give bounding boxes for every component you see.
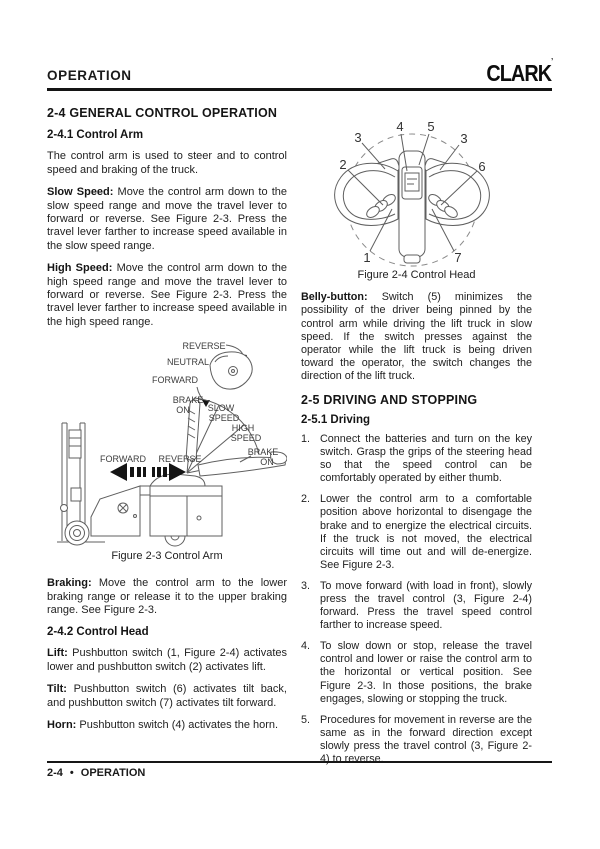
callout-2: 2 xyxy=(339,157,347,173)
paragraph-braking xyxy=(47,577,287,617)
high-speed-text: Move the control arm down to the high speed range and move the travel lever to forward or reverse. See Figure 2-3. Press the travel lever farther to increase speed available in the high speed range. xyxy=(47,262,287,328)
right-column xyxy=(301,106,532,774)
clark-logo-text: CLARK xyxy=(486,60,551,87)
belly-button-label: Belly-button: xyxy=(301,291,368,304)
callout-7: 7 xyxy=(454,250,462,266)
paragraph-slow-speed xyxy=(47,186,287,253)
control-head-diagram xyxy=(301,109,532,267)
footer-bullet: • xyxy=(69,767,74,779)
footer-page-number: 2-4 xyxy=(47,767,63,779)
driving-steps-list xyxy=(301,433,532,766)
paragraph-tilt xyxy=(47,683,287,710)
heading-control-head: 2-4.2 Control Head xyxy=(47,626,149,639)
horn-text: Pushbutton switch (4) activates the horn. xyxy=(79,719,279,732)
paragraph-horn xyxy=(47,719,287,732)
horn-label: Horn: xyxy=(47,719,77,732)
label-brake-top-1: BRAKE xyxy=(172,395,204,406)
label-slow-2: SPEED xyxy=(208,413,240,424)
step-text: To move forward (with load in front), slowly press the travel control (3, Figure 2-4) forward. Press the travel speed control farther to increase speed. xyxy=(320,579,532,632)
label-neutral: NEUTRAL xyxy=(166,357,210,368)
braking-text: Move the control arm to the lower braking range or release it to the upper braking range. See Figure 2-3. xyxy=(47,577,287,617)
step-number: 4. xyxy=(301,640,311,653)
lift-text: Pushbutton switch (1, Figure 2-4) activates lower and pushbutton switch (2) activates lift. xyxy=(47,647,287,673)
paragraph-high-speed xyxy=(47,262,287,329)
slow-speed-label: Slow Speed: xyxy=(47,186,114,199)
heading-driving: 2-5.1 Driving xyxy=(301,413,371,426)
figure-2-4-caption: Figure 2-4 Control Head xyxy=(357,269,476,282)
step-item-2 xyxy=(301,493,532,572)
callout-1: 1 xyxy=(363,250,371,266)
heading-driving-and-stopping: 2-5 DRIVING AND STOPPING xyxy=(301,392,478,407)
step-item-4 xyxy=(301,640,532,705)
label-slow-1: SLOW xyxy=(207,403,235,414)
page-header xyxy=(47,56,552,91)
step-text: To slow down or stop, release the travel control and lower or raise the control arm to the horizontal or vertical position. See Figure 2-3. In those positions, the brake engages, slowing or stopping the truck. xyxy=(320,640,532,705)
two-column-layout xyxy=(47,106,552,774)
step-number: 1. xyxy=(301,432,311,445)
belly-button-text: Switch (5) minimizes the possibility of the driver being pinned by the control arm while driving the lift truck in slow speed. If the switch presses against the operator while the lift truck is being driven toward the operator, the switch changes the direction of the lift truck. xyxy=(301,291,532,382)
label-forward-arrow: FORWARD xyxy=(100,454,146,465)
step-item-3 xyxy=(301,580,532,632)
header-section-title: OPERATION xyxy=(47,68,132,84)
slow-speed-text: Move the control arm down to the slow speed range and move the travel lever to forward or reverse. See Figure 2-3. Press the travel lever farther to increase speed available in the slow speed range. xyxy=(47,186,287,252)
braking-label: Braking: xyxy=(47,577,92,590)
label-forward-knob: FORWARD xyxy=(152,375,198,386)
step-item-5 xyxy=(301,714,532,766)
step-number: 2. xyxy=(301,493,311,506)
left-column xyxy=(47,106,287,774)
tilt-label: Tilt: xyxy=(47,683,67,696)
callout-3-right: 3 xyxy=(460,131,468,147)
step-number: 5. xyxy=(301,713,311,726)
step-number: 3. xyxy=(301,579,311,592)
heading-general-control-operation: 2-4 GENERAL CONTROL OPERATION xyxy=(47,106,278,121)
callout-6: 6 xyxy=(478,159,486,175)
high-speed-label: High Speed: xyxy=(47,262,113,275)
page-content xyxy=(47,56,552,774)
heading-control-arm: 2-4.1 Control Arm xyxy=(47,129,144,142)
callout-5: 5 xyxy=(427,119,435,135)
figure-2-4 xyxy=(301,109,532,281)
paragraph-belly-button xyxy=(301,291,532,383)
label-brake-top-2: ON xyxy=(176,405,190,416)
step-text: Lower the control arm to a comfortable position above horizontal to disengage the brake and to energize the electrical circuits. If the truck is not moved, the electrical circuits will time out and will de-energize. See Figure 2-3. xyxy=(320,493,532,571)
label-reverse-knob: REVERSE xyxy=(182,341,226,352)
footer-section: OPERATION xyxy=(80,767,146,779)
label-brake-right-2: ON xyxy=(260,457,274,468)
label-high-2: SPEED xyxy=(230,433,262,444)
label-high-1: HIGH xyxy=(231,423,255,434)
step-text: Procedures for movement in reverse are the same as in the forward direction except slowly press the travel control (3, Figure 2-4) to reverse. xyxy=(320,713,532,766)
step-item-1 xyxy=(301,433,532,485)
callout-3-left: 3 xyxy=(354,130,362,146)
figure-2-3 xyxy=(47,338,287,562)
lift-label: Lift: xyxy=(47,647,68,660)
trademark-mark: ’ xyxy=(550,56,552,67)
control-arm-diagram xyxy=(47,338,287,548)
control-head-drawing xyxy=(335,151,490,266)
step-text: Connect the batteries and turn on the key switch. Grasp the grips of the steering head so that the speed control can be comfortably operated by either thumb. xyxy=(320,432,532,485)
paragraph-lift xyxy=(47,647,287,674)
callout-4: 4 xyxy=(396,119,404,135)
paragraph-control-arm-intro: The control arm is used to steer and to control speed and braking of the truck. xyxy=(47,150,287,176)
tilt-text: Pushbutton switch (6) activates tilt back, and pushbutton switch (7) activates tilt forward. xyxy=(47,683,287,709)
page-footer xyxy=(47,761,552,779)
label-reverse-arrow: REVERSE xyxy=(158,454,202,465)
forward-arrow-icon xyxy=(110,463,146,481)
label-brake-right-1: BRAKE xyxy=(247,447,279,458)
clark-logo xyxy=(486,56,552,87)
figure-2-3-caption: Figure 2-3 Control Arm xyxy=(111,550,223,563)
